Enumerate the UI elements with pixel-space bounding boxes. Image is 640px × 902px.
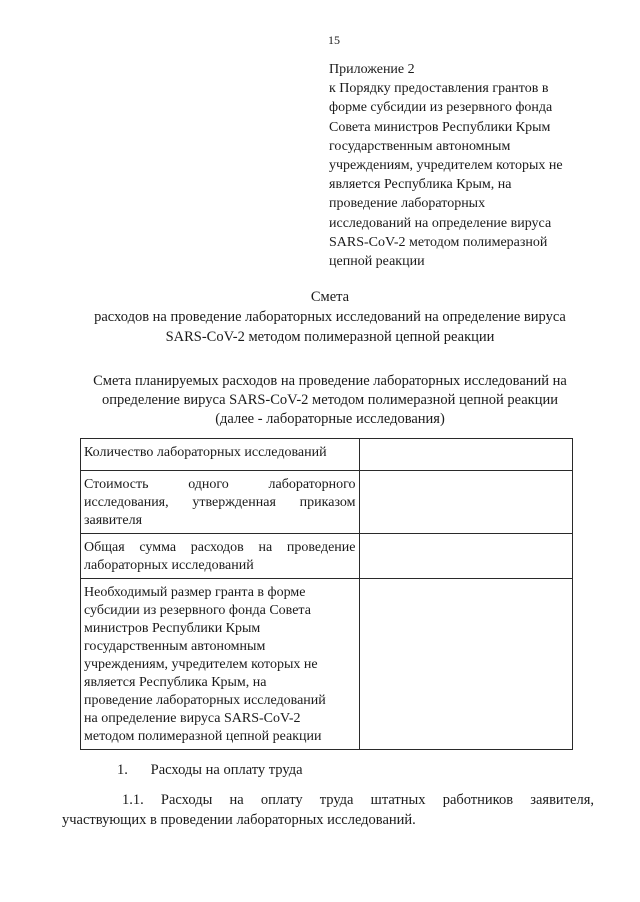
subtitle-line: Смета планируемых расходов на проведение лабораторных исследований на [93,373,567,389]
annex-line: цепной реакции [329,254,425,270]
subtitle-line: (далее - лабораторные исследования) [215,411,445,427]
row-label-line: методом полимеразной цепной реакции [84,729,322,744]
row-label-line: Общая сумма расходов на проведение [84,540,356,555]
section-number: 1. [117,762,128,778]
row-value [359,471,573,534]
title-line: SARS-CoV-2 методом полимеразной цепной реакции [165,329,495,345]
row-label-line: проведение лабораторных исследований [84,693,326,708]
paragraph-1-1 [62,790,594,830]
document-subtitle [60,372,600,429]
row-label-line: министров Республики Крым [84,621,261,636]
row-label-line: лабораторных исследований [84,558,254,573]
row-label-line: заявителя [84,513,143,528]
annex-line: проведение лабораторных [329,196,486,212]
row-label [81,471,360,534]
table-row [81,471,573,534]
row-label-line: государственным автономным [84,639,266,654]
annex-line: Совета министров Республики Крым [329,119,551,135]
row-label-line: является Республика Крым, на [84,675,267,690]
budget-table [80,438,573,750]
row-label-line: исследования, утвержденная приказом [84,495,356,510]
row-label-line: субсидии из резервного фонда Совета [84,603,311,618]
annex-line: к Порядку предоставления грантов в [329,81,549,97]
annex-line: исследований на определение вируса [329,215,552,231]
table-row [81,579,573,750]
row-value [359,534,573,579]
row-label [81,439,360,471]
annex-line: Приложение 2 [329,62,415,77]
paragraph-line: 1.1. Расходы на оплату труда штатных работников заявителя, [122,792,594,808]
row-label-line: Необходимый размер гранта в форме [84,585,306,600]
annex-line: форме субсидии из резервного фонда [329,100,553,116]
row-label-line: Количество лабораторных исследований [84,445,327,460]
row-value [359,579,573,750]
annex-line: SARS-CoV-2 методом полимеразной [329,234,548,250]
row-label-line: Стоимость одного лабораторного [84,477,356,492]
row-value [359,439,573,471]
paragraph-line: участвующих в проведении лабораторных исследований. [62,812,416,828]
annex-line: является Республика Крым, на [329,177,512,193]
row-label [81,579,360,750]
title-line: Смета [310,289,350,305]
document-title [60,287,600,347]
section-title: Расходы на оплату труда [150,762,303,778]
row-label-line: на определение вируса SARS-CoV-2 [84,711,301,726]
table-row [81,439,573,471]
subtitle-line: определение вируса SARS-CoV-2 методом полимеразной цепной реакции [102,392,558,408]
page-number: 15 [328,33,340,47]
table-row [81,534,573,579]
title-line: расходов на проведение лабораторных исследований на определение вируса [94,309,566,325]
row-label [81,534,360,579]
annex-line: государственным автономным [329,138,511,154]
annex-header [329,60,589,271]
section-heading [117,762,303,779]
row-label-line: учреждениям, учредителем которых не [84,657,318,672]
annex-line: учреждениям, учредителем которых не [329,158,563,174]
